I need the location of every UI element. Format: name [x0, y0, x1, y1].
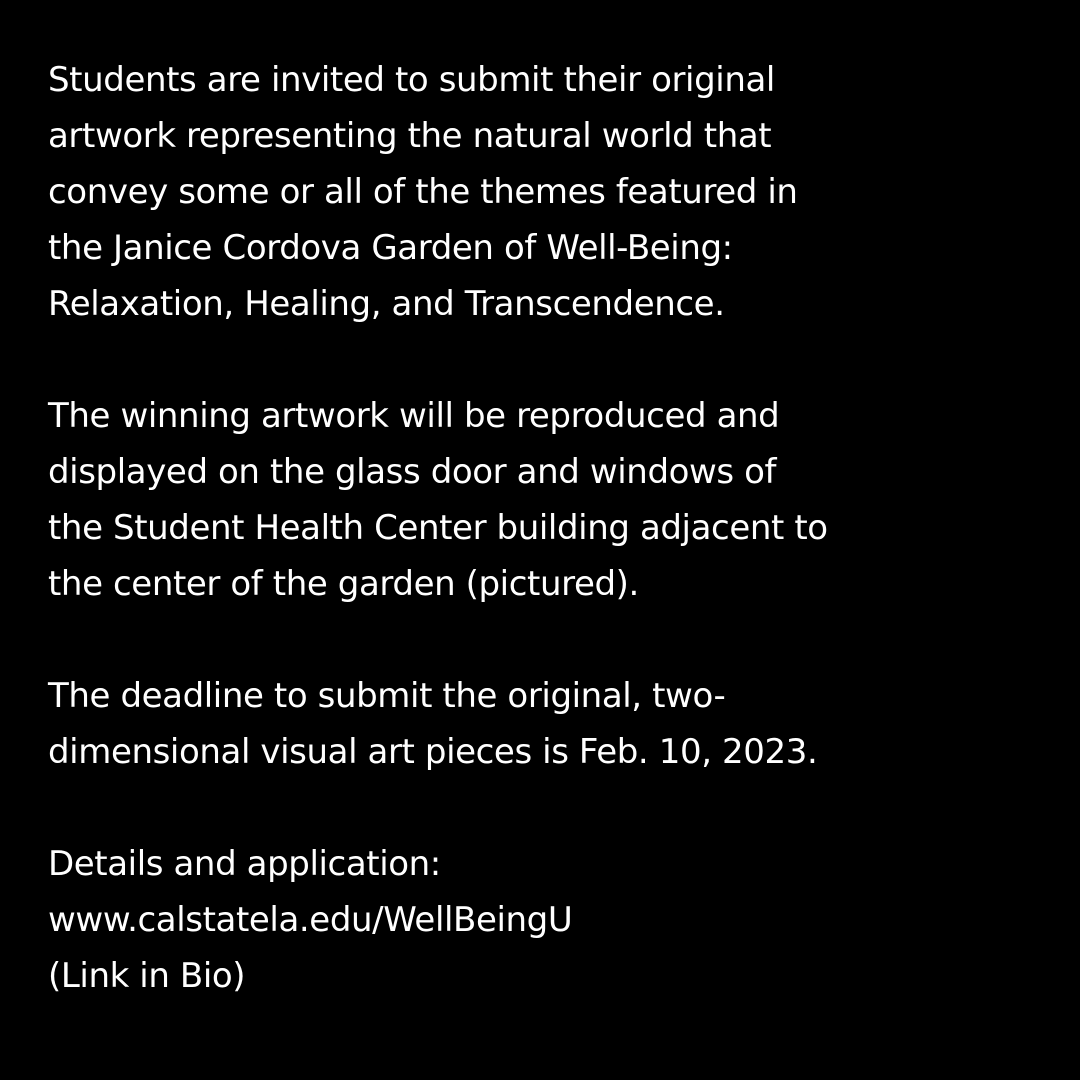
paragraph-1-line-4: the Janice Cordova Garden of Well-Being:: [48, 228, 733, 268]
paragraph-1-line-5: Relaxation, Healing, and Transcendence.: [48, 284, 725, 324]
details-note: (Link in Bio): [48, 956, 246, 996]
paragraph-2-line-2: displayed on the glass door and windows of: [48, 452, 777, 492]
paragraph-2-line-3: the Student Health Center building adjacent to: [48, 508, 828, 548]
paragraph-1-line-2: artwork representing the natural world that: [48, 116, 772, 156]
details-url: www.calstatela.edu/WellBeingU: [48, 900, 573, 940]
details-label: Details and application:: [48, 844, 441, 884]
paragraph-2-line-4: the center of the garden (pictured).: [48, 564, 639, 604]
paragraph-1-line-1: Students are invited to submit their original: [48, 60, 775, 100]
paragraph-1-line-3: convey some or all of the themes featured in: [48, 172, 798, 212]
paragraph-2-line-1: The winning artwork will be reproduced and: [48, 396, 780, 436]
paragraph-3-line-2: dimensional visual art pieces is Feb. 10, 2023.: [48, 732, 818, 772]
paragraph-3-line-1: The deadline to submit the original, two-: [48, 676, 726, 716]
